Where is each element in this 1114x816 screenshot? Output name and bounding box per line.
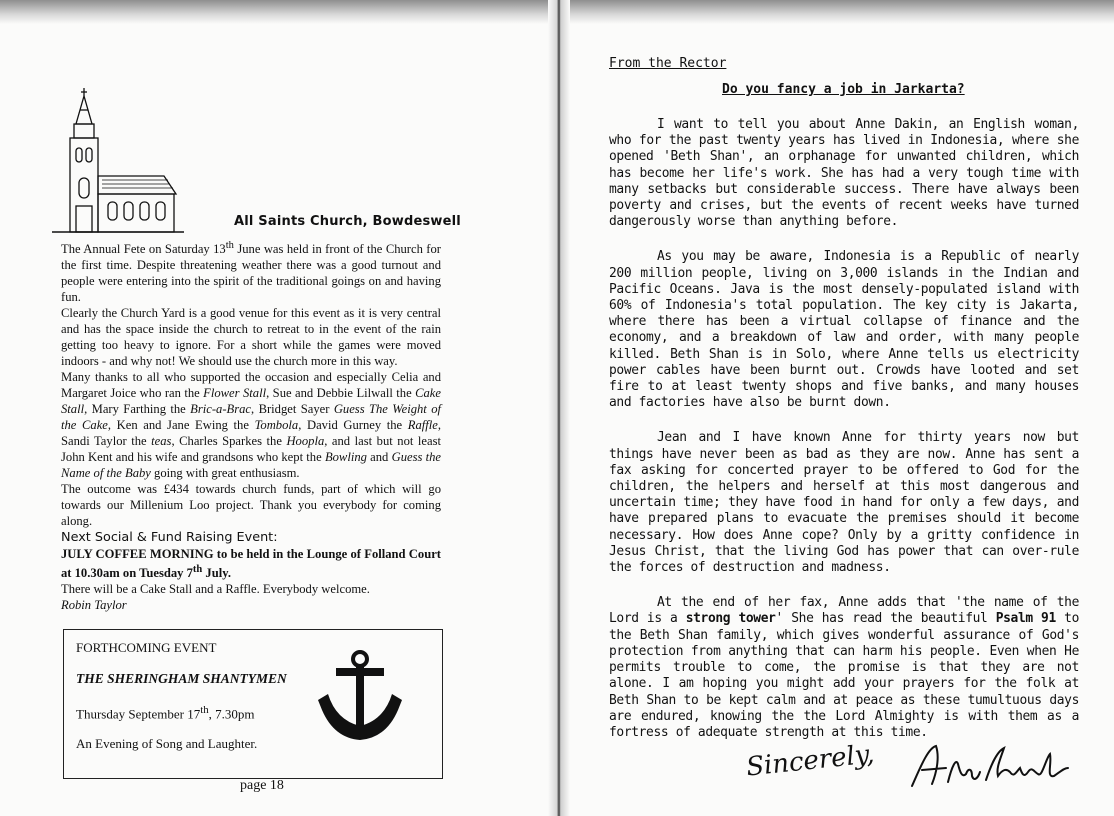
next-event-heading: Next Social & Fund Raising Event: xyxy=(61,530,278,546)
event-date: Thursday September 17th, 7.30pm xyxy=(76,704,255,722)
event-label: FORTHCOMING EVENT xyxy=(76,640,217,655)
author-name: Robin Taylor xyxy=(61,598,127,613)
paragraph-strong-tower: At the end of her fax, Anne adds that 'the name of the Lord is a strong tower' She has read the beautiful Psalm 91 to the Beth Shan family, which gives wonderful assurance of God's protection from anything that can harm his people. Even when He permits trouble to come, the promise is that they are not alone. I am hoping you might add your prayers for the folk at Beth Shan to be kept calm and at peace as these tumultuous days are endured, knowing the the Lord Almighty is with them as a fortress of adequate strength at this time. xyxy=(609,595,1079,740)
sincerely-handwritten: Sincerely, xyxy=(744,739,876,783)
paragraph-prayer-request: Jean and I have known Anne for thirty years now but things have never been as bad as they are now. Anne has sent a fax asking for concerted prayer to be offered to God for the children, the helpers and herself at this most dangerous and uncertain time; they have food in hand for only a few days, and have prepared plans to evacuate the premises should it become necessary. How does Anne cope? Only by a gritty confidence in Jesus Christ, that the living God has power that can over-rule the forces of destruction and madness. xyxy=(609,430,1079,576)
event-title: THE SHERINGHAM SHANTYMEN xyxy=(76,671,287,686)
forthcoming-event-box xyxy=(63,629,443,779)
fete-report xyxy=(61,238,441,613)
coffee-morning-notice: JULY COFFEE MORNING to be held in the Lounge of Folland Court at 10.30am on Tuesday 7th July. xyxy=(61,547,441,581)
right-page xyxy=(570,24,1114,816)
church-illustration xyxy=(52,86,184,236)
sign-off xyxy=(746,738,1046,796)
paragraph-thanks: Many thanks to all who supported the occasion and especially Celia and Margaret Joice who ran the Flower Stall, Sue and Debbie Lilwall the Cake Stall, Mary Farthing the Bric-a-Brac, Bridget Sayer Guess The Weight of the Cake, Ken and Jane Ewing the Tombola, David Gurney the Raffle, Sandi Taylor the teas, Charles Sparkes the Hoopla, and last but not least John Kent and his wife and grandsons who kept the Bowling and Guess the Name of the Baby going with great enthusiasm. xyxy=(61,370,442,481)
event-description: An Evening of Song and Laughter. xyxy=(76,736,258,751)
page-number: page 18 xyxy=(240,778,284,793)
paragraph-anne-dakin: I want to tell you about Anne Dakin, an English woman, who for the past twenty years has lived in Indonesia, where she opened 'Beth Shan', an orphanage for unwanted children, which has become her life's work. She has had a very tough time with many setbacks but considerable success. There have always been poverty and crises, but the events of recent weeks have turned dangerously worse than anything before. xyxy=(609,117,1079,230)
rector-letter xyxy=(609,117,1079,760)
paragraph-outcome: The outcome was £434 towards church funds, part of which will go towards our Millenium Loo project. Thank you everybody for coming along. xyxy=(61,482,441,529)
section-title: From the Rector xyxy=(609,56,727,71)
paragraph-venue: Clearly the Church Yard is a good venue for this event as it is very central and has the space inside the church to retreat to in the event of the rain getting too heavy to ignore. For a short while the games were moved indoors - and why not! We should use the church more in this way. xyxy=(61,306,441,369)
article-headline: Do you fancy a job in Jarkarta? xyxy=(722,82,965,97)
anchor-icon xyxy=(314,650,406,742)
page-gutter xyxy=(548,0,570,816)
church-name: All Saints Church, Bowdeswell xyxy=(234,214,461,229)
closing-line: There will be a Cake Stall and a Raffle. Everybody welcome. xyxy=(61,582,370,597)
paragraph-indonesia: As you may be aware, Indonesia is a Republic of nearly 200 million people, living on 3,000 islands in the Indian and Pacific Oceans. Java is the most densely-populated island with 60% of Indonesia's total population. The key city is Jakarta, where there has been a virtual collapse of finance and the economy, and a breakdown of law and order, with many people killed. Beth Shan is in Solo, where Anne tells us electricity power cables have been burnt out. Crowds have looted and set fire to at least twenty shops and five banks, and many houses and factories have also be burnt down. xyxy=(609,249,1079,411)
rector-signature-icon xyxy=(906,738,1076,794)
paragraph-fete: The Annual Fete on Saturday 13th June was held in front of the Church for the first time. Despite threatening weather there was a good turnout and people were entering into the spirit of the traditional goings on and having fun. xyxy=(61,240,441,305)
left-page xyxy=(0,24,550,816)
